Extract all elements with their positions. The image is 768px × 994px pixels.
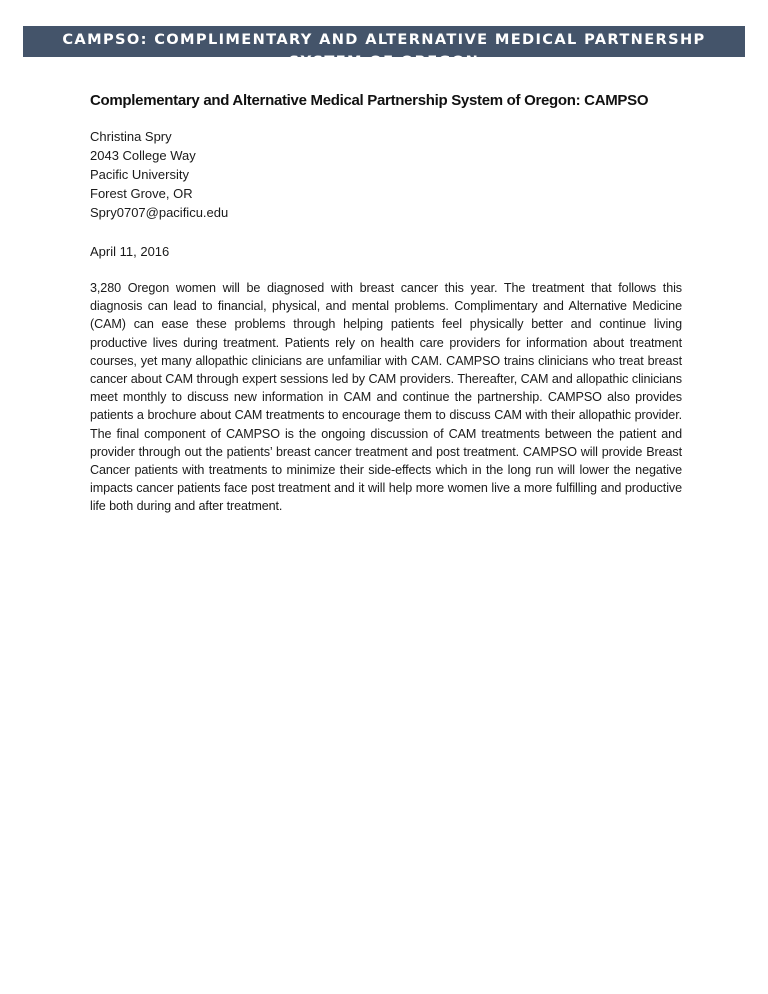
author-street: 2043 College Way bbox=[90, 148, 196, 163]
header-banner-text: CAMPSO: COMPLIMENTARY AND ALTERNATIVE MEDICAL PARTNERSHP SYSTEM OF OREGON bbox=[62, 31, 706, 70]
abstract-paragraph: 3,280 Oregon women will be diagnosed with breast cancer this year. The treatment that follows this diagnosis can lead to financial, physical, and mental problems. Complimentary and Alternative Medicine (CAM) can ease these problems through helping patients feel physically better and continue living productive lives during treatment. Patients rely on health care providers for information about treatment courses, yet many allopathic clinicians are unfamiliar with CAM. CAMPSO trains clinicians who treat breast cancer about CAM through expert sessions led by CAM providers. Thereafter, CAM and allopathic clinicians meet monthly to discuss new information in CAM and continue the partnership. CAMPSO also provides patients a brochure about CAM treatments to encourage them to discuss CAM with their allopathic provider. The final component of CAMPSO is the ongoing discussion of CAM treatments between the patient and provider through out the patients’ breast cancer treatment and post treatment. CAMPSO will provide Breast Cancer patients with treatments to minimize their side-effects which in the long run will lower the negative impacts cancer patients face post treatment and it will help more women live a more fulfilling and productive life both during and after treatment. bbox=[90, 281, 682, 514]
author-email: Spry0707@pacificu.edu bbox=[90, 205, 229, 220]
author-institution: Pacific University bbox=[90, 167, 189, 182]
header-banner bbox=[23, 26, 745, 70]
document-title: Complementary and Alternative Medical Partnership System of Oregon: CAMPSO bbox=[90, 92, 649, 109]
document-date: April 11, 2016 bbox=[90, 244, 170, 259]
author-block bbox=[90, 127, 682, 222]
document-body bbox=[90, 90, 682, 528]
author-name: Christina Spry bbox=[90, 129, 172, 144]
author-city: Forest Grove, OR bbox=[90, 186, 193, 201]
